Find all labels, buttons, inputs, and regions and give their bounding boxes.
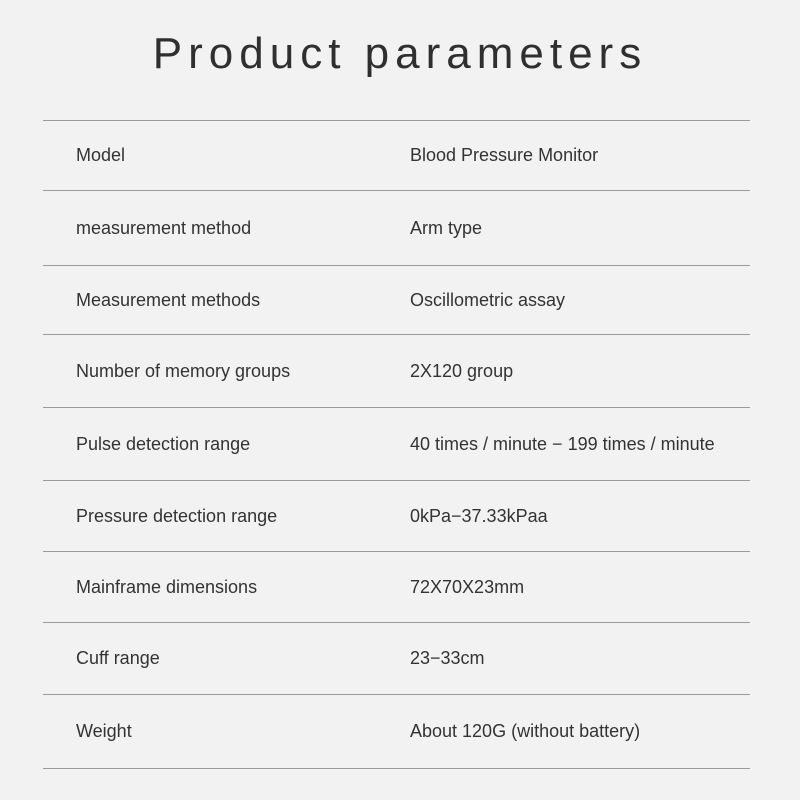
table-row [43, 408, 750, 481]
table-row [43, 552, 750, 623]
parameter-value: Blood Pressure Monitor [410, 145, 599, 165]
table-row [43, 335, 750, 408]
page-title: Product parameters [152, 29, 648, 78]
parameter-value: Oscillometric assay [410, 289, 566, 310]
parameter-label: Pulse detection range [76, 433, 251, 454]
parameter-value: 0kPa−37.33kPaa [410, 505, 548, 526]
parameter-label: Measurement methods [76, 289, 261, 310]
table-row [43, 481, 750, 552]
parameter-label: measurement method [76, 217, 252, 238]
parameter-label: Pressure detection range [76, 505, 278, 526]
table-row [43, 121, 750, 191]
parameter-value: 72X70X23mm [410, 576, 525, 597]
parameter-label: Cuff range [76, 648, 160, 668]
table-row [43, 266, 750, 335]
parameter-value: 23−33cm [410, 648, 485, 668]
parameter-label: Weight [76, 721, 132, 741]
table-row [43, 623, 750, 695]
parameter-value: About 120G (without battery) [410, 721, 641, 741]
parameter-value: 40 times / minute − 199 times / minute [410, 433, 715, 454]
parameter-label: Model [76, 145, 126, 165]
table-row [43, 191, 750, 266]
parameter-value: 2X120 group [410, 360, 514, 381]
parameter-label: Number of memory groups [76, 360, 291, 381]
parameter-label: Mainframe dimensions [76, 576, 258, 597]
parameter-value: Arm type [410, 217, 483, 238]
table-row [43, 695, 750, 769]
parameters-table [43, 120, 750, 769]
